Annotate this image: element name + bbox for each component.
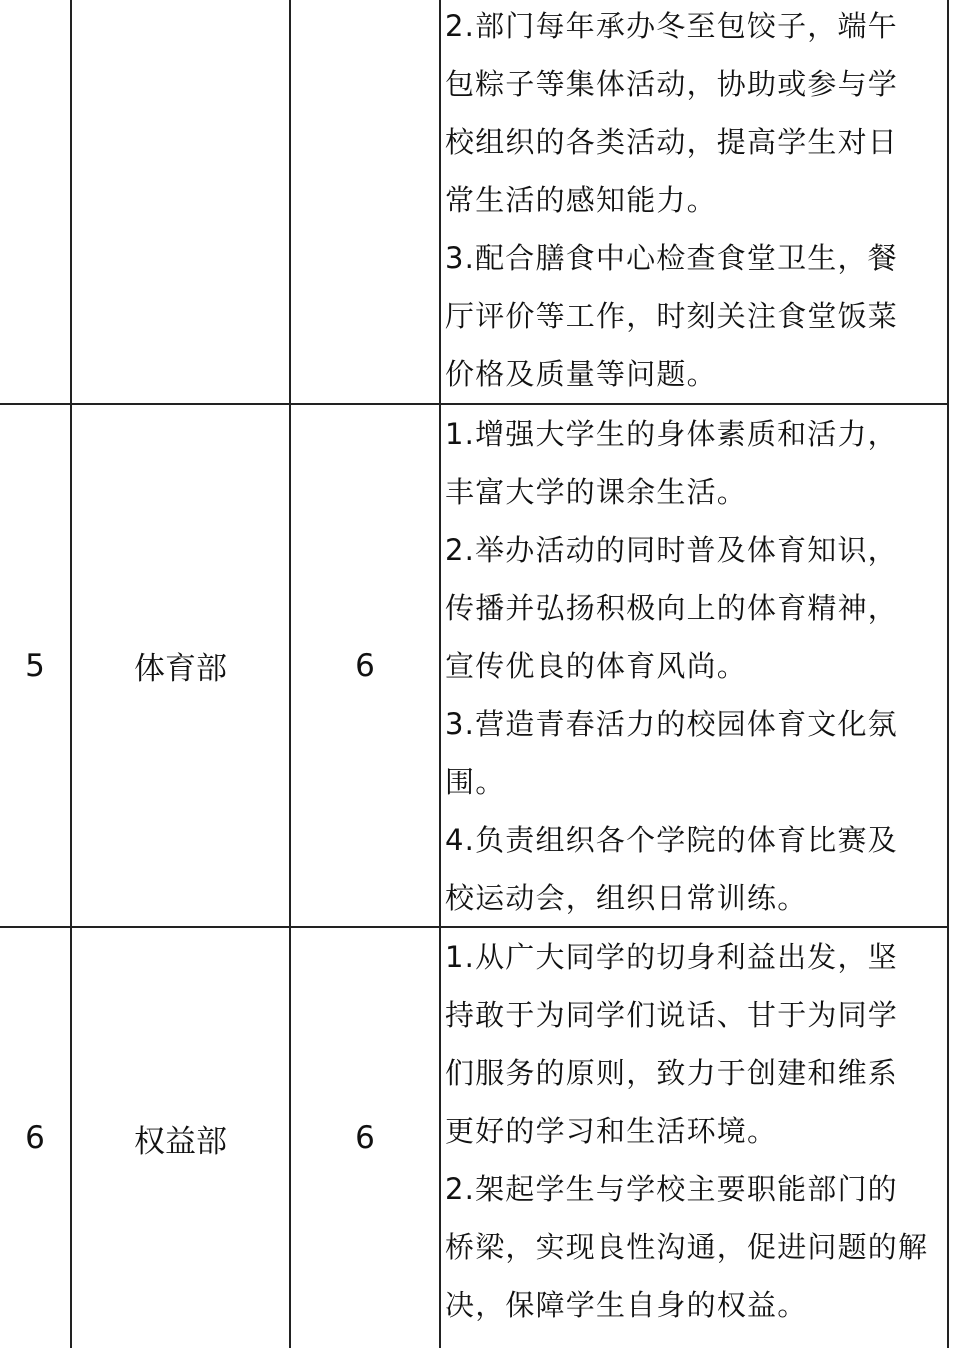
responsibilities [439, 405, 947, 926]
table-row [0, 405, 947, 928]
table-row [0, 0, 947, 405]
responsibilities [439, 928, 947, 1348]
responsibility-line: 们服务的原则，致力于创建和维系 [445, 1056, 899, 1090]
responsibility-line: 围。 [445, 765, 506, 799]
member-count: 6 [289, 405, 439, 926]
member-count: 6 [289, 928, 439, 1348]
responsibility-line: 3.营造青春活力的校园体育文化氛 [445, 707, 898, 741]
responsibility-line: 2.架起学生与学校主要职能部门的 [445, 1172, 898, 1206]
responsibility-line: 2.举办活动的同时普及体育知识， [445, 533, 898, 567]
responsibility-line: 价格及质量等问题。 [445, 357, 717, 391]
responsibility-line: 包粽子等集体活动，协助或参与学 [445, 67, 899, 101]
responsibility-line: 决，保障学生自身的权益。 [445, 1288, 808, 1322]
responsibility-line: 桥梁，实现良性沟通，促进问题的解 [445, 1230, 929, 1264]
responsibilities [439, 0, 947, 403]
table-row [0, 928, 947, 1348]
responsibility-line: 3.配合膳食中心检查食堂卫生，餐 [445, 241, 898, 275]
responsibility-line: 宣传优良的体育风尚。 [445, 649, 748, 683]
department-name [70, 0, 289, 403]
responsibility-line: 丰富大学的课余生活。 [445, 475, 748, 509]
department-name: 权益部 [70, 928, 289, 1348]
responsibility-line: 持敢于为同学们说话、甘于为同学 [445, 998, 899, 1032]
responsibility-line: 4.负责组织各个学院的体育比赛及 [445, 823, 898, 857]
responsibility-line: 2.部门每年承办冬至包饺子，端午 [445, 9, 898, 43]
responsibility-line: 更好的学习和生活环境。 [445, 1114, 778, 1148]
responsibility-line: 厅评价等工作，时刻关注食堂饭菜 [445, 299, 899, 333]
row-number: 6 [25, 1120, 45, 1156]
member-count [289, 0, 439, 403]
responsibility-line: 1.从广大同学的切身利益出发，坚 [445, 940, 898, 974]
row-number [0, 0, 70, 403]
responsibility-line: 校组织的各类活动，提高学生对日 [445, 125, 899, 159]
row-number: 5 [25, 647, 45, 684]
department-name: 体育部 [70, 405, 289, 926]
responsibility-line: 校运动会，组织日常训练。 [445, 881, 808, 915]
responsibility-line: 1.增强大学生的身体素质和活力， [445, 417, 898, 451]
responsibility-line: 传播并弘扬积极向上的体育精神， [445, 591, 899, 625]
responsibility-line: 常生活的感知能力。 [445, 183, 717, 217]
